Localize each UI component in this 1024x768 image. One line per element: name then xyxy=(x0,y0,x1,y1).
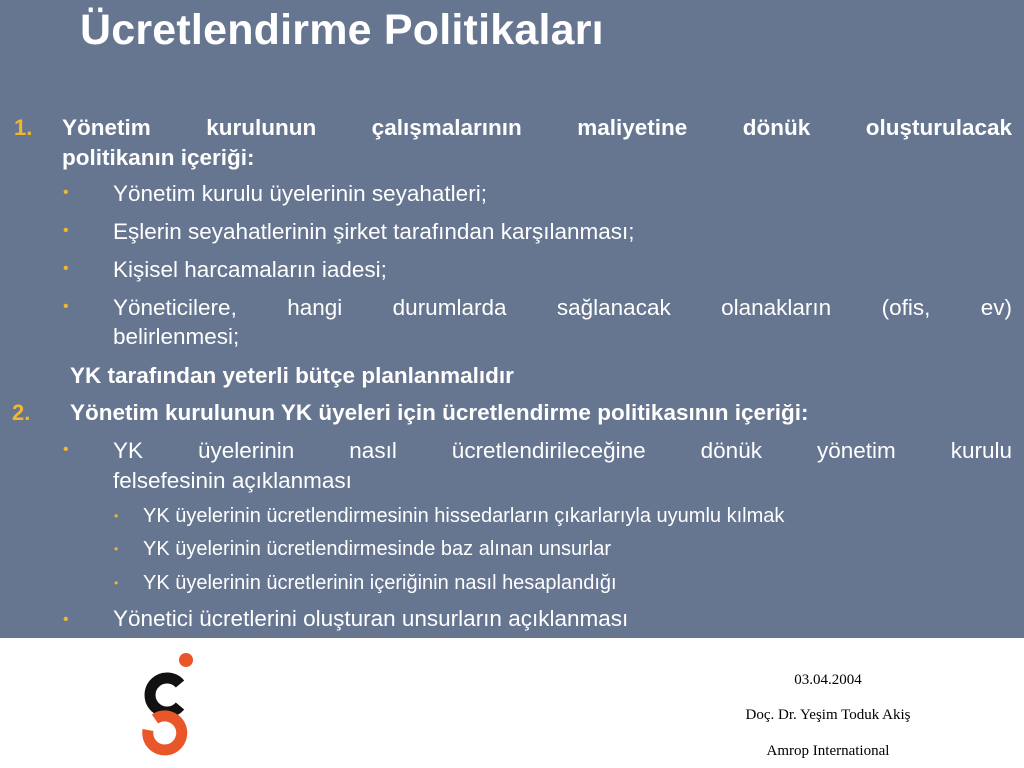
section2-subbullet-1: YK üyelerinin ücretlendirmesinin hissedarların çıkarlarıyla uyumlu kılmak xyxy=(143,505,785,527)
bullet-marker: • xyxy=(63,441,69,458)
bullet-marker: • xyxy=(63,260,69,277)
section1-bullet-1: Yönetim kurulu üyelerinin seyahatleri; xyxy=(113,181,487,206)
section2-number: 2. xyxy=(12,400,31,425)
amrop-logo-icon xyxy=(132,648,202,758)
slide-title: Ücretlendirme Politikaları xyxy=(80,6,604,54)
section1-bullet-4-line1: Yöneticilere, hangi durumlarda sağlanacak olanakların (ofis, ev) xyxy=(113,295,1012,320)
section2-bullet-1-line1: YK üyelerinin nasıl ücretlendirileceğine dönük yönetim kurulu xyxy=(113,438,1012,463)
section1-heading-line1: Yönetim kurulunun çalışmalarının maliyetine dönük oluşturulacak xyxy=(62,115,1012,140)
footer-organization: Amrop International xyxy=(766,743,890,759)
section1-heading-line2: politikanın içeriği: xyxy=(62,145,255,170)
bullet-marker: • xyxy=(114,576,119,590)
bullet-marker: • xyxy=(63,184,69,201)
section1-note: YK tarafından yeterli bütçe planlanmalıdır xyxy=(70,363,514,388)
section2-bullet-2: Yönetici ücretlerini oluşturan unsurların açıklanması xyxy=(113,606,629,631)
bullet-marker: • xyxy=(63,298,69,315)
footer-author: Doç. Dr. Yeşim Toduk Akiş xyxy=(745,707,911,723)
bullet-marker: • xyxy=(114,509,119,523)
section2-heading: Yönetim kurulunun YK üyeleri için ücretlendirme politikasının içeriği: xyxy=(70,400,809,425)
section2-subbullet-2: YK üyelerinin ücretlendirmesinde baz alınan unsurlar xyxy=(143,538,612,560)
bullet-marker: • xyxy=(63,611,69,628)
section1-bullet-4-line2: belirlenmesi; xyxy=(113,324,240,349)
section1-number: 1. xyxy=(14,115,33,140)
bullet-marker: • xyxy=(114,542,119,556)
section1-bullet-3: Kişisel harcamaların iadesi; xyxy=(113,257,387,282)
section2-bullet-1-line2: felsefesinin açıklanması xyxy=(113,468,352,493)
section1-bullet-2: Eşlerin seyahatlerinin şirket tarafından karşılanması; xyxy=(113,219,635,244)
footer-date: 03.04.2004 xyxy=(794,672,862,688)
bullet-marker: • xyxy=(63,222,69,239)
section2-subbullet-3: YK üyelerinin ücretlerinin içeriğinin nasıl hesaplandığı xyxy=(143,572,617,594)
